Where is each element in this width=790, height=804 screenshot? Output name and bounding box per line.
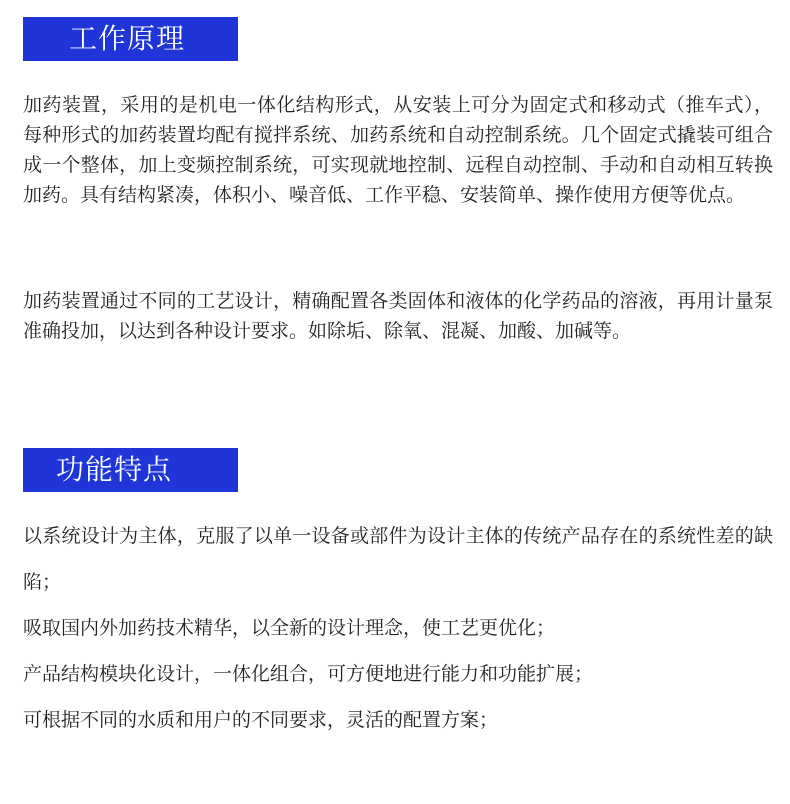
section-title-working-principle: 工作原理	[23, 17, 238, 61]
principle-paragraph: 加药装置通过不同的工艺设计，精确配置各类固体和液体的化学药品的溶液，再用计量泵准确投加，以达到各种设计要求。如除垢、除氧、混凝、加酸、加碱等。	[23, 290, 773, 342]
principle-paragraph: 加药装置，采用的是机电一体化结构形式，从安装上可分为固定式和移动式（推车式），每种形式的加药装置均配有搅拌系统、加药系统和自动控制系统。几个固定式撬装可组合成一个整体，加上变频控制系统，可实现就地控制、远程自动控制、手动和自动相互转换加药。具有结构紧凑，体积小、噪音低、工作平稳、安装简单、操作使用方便等优点。	[23, 94, 773, 206]
section-title-features: 功能特点	[23, 448, 238, 492]
feature-item: 以系统设计为主体，克服了以单一设备或部件为设计主体的传统产品存在的系统性差的缺陷；	[23, 525, 773, 593]
feature-item: 可根据不同的水质和用户的不同要求，灵活的配置方案；	[23, 709, 499, 731]
feature-item: 产品结构模块化设计，一体化组合，可方便地进行能力和功能扩展；	[23, 663, 594, 685]
feature-item: 吸取国内外加药技术精华，以全新的设计理念，使工艺更优化；	[23, 617, 556, 639]
